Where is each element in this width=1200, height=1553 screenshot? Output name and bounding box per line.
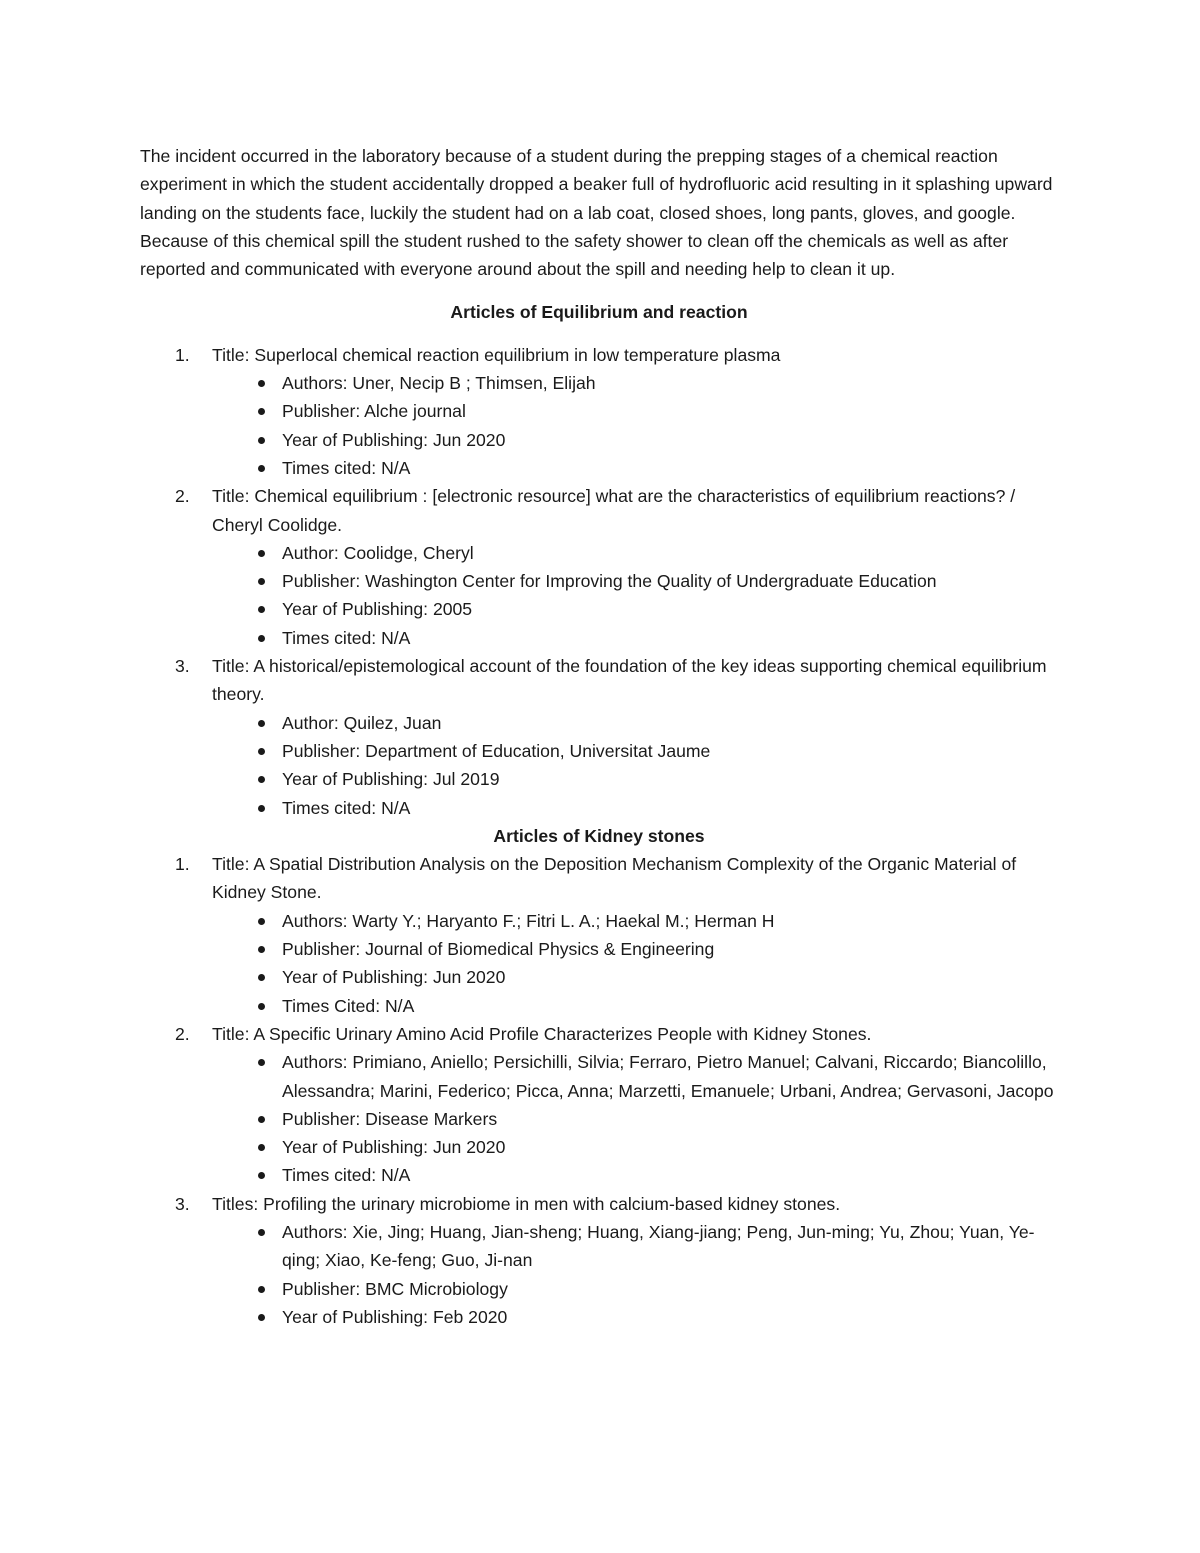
- article-details: [212, 1218, 1064, 1331]
- bullet-icon: [258, 1059, 265, 1066]
- intro-paragraph: The incident occurred in the laboratory because of a student during the prepping stages of a chemical reaction experiment in which the student accidentally dropped a beaker full of hydrofluoric acid resulting in it splashing upward landing on the students face, luckily the student had on a lab coat, closed shoes, long pants, gloves, and google. Because of this chemical spill the student rushed to the safety shower to clean off the chemicals as well as after reported and communicated with everyone around about the spill and needing help to clean it up.: [140, 146, 1053, 280]
- detail-text: Authors: Uner, Necip B ; Thimsen, Elijah: [282, 373, 596, 394]
- article-title: Titles: Profiling the urinary microbiome in men with calcium-based kidney stones.: [212, 1193, 841, 1214]
- detail-text: Author: Quilez, Juan: [282, 712, 442, 733]
- bullet-icon: [258, 720, 265, 727]
- bullet-icon: [258, 1314, 265, 1321]
- detail-item: [212, 567, 1064, 595]
- article-item: [140, 1020, 1064, 1190]
- detail-text: Authors: Xie, Jing; Huang, Jian-sheng; Huang, Xiang-jiang; Peng, Jun-ming; Yu, Zhou; Yuan, Ye-qing; Xiao, Ke-feng; Guo, Ji-nan: [282, 1221, 1035, 1271]
- bullet-icon: [258, 946, 265, 953]
- detail-item: [212, 1133, 1064, 1161]
- bullet-icon: [258, 437, 265, 444]
- detail-text: Publisher: Disease Markers: [282, 1108, 498, 1129]
- bullet-icon: [258, 974, 265, 981]
- detail-text: Times cited: N/A: [282, 627, 411, 648]
- bullet-icon: [258, 606, 265, 613]
- bullet-icon: [258, 1172, 265, 1179]
- detail-item: [212, 539, 1064, 567]
- detail-item: [212, 907, 1064, 935]
- detail-text: Times cited: N/A: [282, 797, 411, 818]
- detail-text: Year of Publishing: Jun 2020: [282, 429, 506, 450]
- article-item: [140, 482, 1064, 652]
- detail-item: [212, 1303, 1064, 1331]
- detail-item: [212, 1161, 1064, 1189]
- detail-text: Authors: Primiano, Aniello; Persichilli, Silvia; Ferraro, Pietro Manuel; Calvani, Riccardo; Biancolillo, Alessandra; Marini, Federico; Picca, Anna; Marzetti, Emanuele; Urbani, Andrea; Gervasoni, Jacopo: [282, 1052, 1054, 1101]
- article-title: Title: Chemical equilibrium : [electronic resource] what are the characteristics of equilibrium reactions? / Cheryl Coolidge.: [212, 486, 1016, 535]
- article-list: [140, 850, 1064, 1331]
- article-item: [140, 1190, 1064, 1331]
- detail-item: [212, 454, 1064, 482]
- detail-item: [212, 765, 1064, 793]
- section-kidney-stones: [140, 822, 1064, 1331]
- detail-text: Year of Publishing: Feb 2020: [282, 1306, 508, 1327]
- detail-text: Publisher: Journal of Biomedical Physics & Engineering: [282, 939, 715, 960]
- section-heading: Articles of Kidney stones: [493, 825, 705, 846]
- bullet-icon: [258, 918, 265, 925]
- detail-text: Times cited: N/A: [282, 457, 411, 478]
- section-equilibrium: [140, 298, 1064, 821]
- detail-text: Year of Publishing: Jul 2019: [282, 769, 500, 790]
- bullet-icon: [258, 1229, 265, 1236]
- detail-text: Times Cited: N/A: [282, 995, 415, 1016]
- article-item: [140, 652, 1064, 822]
- article-item: [140, 850, 1064, 1020]
- detail-text: Publisher: Department of Education, Universitat Jaume: [282, 740, 711, 761]
- bullet-icon: [258, 776, 265, 783]
- article-number: 3.: [175, 656, 190, 677]
- article-details: [212, 369, 1064, 482]
- detail-item: [212, 963, 1064, 991]
- article-title: Title: A Specific Urinary Amino Acid Profile Characterizes People with Kidney Stones.: [212, 1023, 872, 1044]
- document-content: [140, 142, 1064, 1331]
- article-list: [140, 341, 1064, 822]
- detail-text: Publisher: Washington Center for Improving the Quality of Undergraduate Education: [282, 571, 937, 592]
- detail-text: Publisher: BMC Microbiology: [282, 1278, 508, 1299]
- detail-text: Publisher: Alche journal: [282, 401, 466, 422]
- detail-item: [212, 1275, 1064, 1303]
- article-number: 2.: [175, 1023, 190, 1044]
- article-title: Title: Superlocal chemical reaction equilibrium in low temperature plasma: [212, 344, 781, 365]
- article-details: [212, 539, 1064, 652]
- bullet-icon: [258, 1144, 265, 1151]
- bullet-icon: [258, 408, 265, 415]
- detail-item: [212, 397, 1064, 425]
- detail-item: [212, 1218, 1064, 1275]
- article-details: [212, 1048, 1064, 1189]
- detail-text: Author: Coolidge, Cheryl: [282, 542, 474, 563]
- section-heading: Articles of Equilibrium and reaction: [450, 302, 748, 323]
- detail-item: [212, 595, 1064, 623]
- detail-item: [212, 369, 1064, 397]
- detail-text: Year of Publishing: Jun 2020: [282, 1137, 506, 1158]
- article-details: [212, 907, 1064, 1020]
- article-item: [140, 341, 1064, 482]
- detail-text: Authors: Warty Y.; Haryanto F.; Fitri L. A.; Haekal M.; Herman H: [282, 910, 775, 931]
- article-number: 3.: [175, 1193, 190, 1214]
- bullet-icon: [258, 550, 265, 557]
- detail-item: [212, 624, 1064, 652]
- bullet-icon: [258, 1286, 265, 1293]
- article-title: Title: A historical/epistemological account of the foundation of the key ideas supporting chemical equilibrium theory.: [212, 656, 1047, 705]
- article-details: [212, 709, 1064, 822]
- bullet-icon: [258, 635, 265, 642]
- bullet-icon: [258, 578, 265, 585]
- article-number: 2.: [175, 486, 190, 507]
- detail-item: [212, 1048, 1064, 1105]
- detail-text: Year of Publishing: 2005: [282, 599, 473, 620]
- detail-text: Year of Publishing: Jun 2020: [282, 967, 506, 988]
- bullet-icon: [258, 748, 265, 755]
- detail-item: [212, 794, 1064, 822]
- detail-item: [212, 737, 1064, 765]
- detail-item: [212, 709, 1064, 737]
- article-number: 1.: [175, 854, 190, 875]
- article-title: Title: A Spatial Distribution Analysis on the Deposition Mechanism Complexity of the Organic Material of Kidney Stone.: [212, 854, 1017, 903]
- article-number: 1.: [175, 344, 190, 365]
- detail-item: [212, 1105, 1064, 1133]
- bullet-icon: [258, 1116, 265, 1123]
- detail-item: [212, 992, 1064, 1020]
- bullet-icon: [258, 465, 265, 472]
- detail-item: [212, 426, 1064, 454]
- detail-text: Times cited: N/A: [282, 1165, 411, 1186]
- detail-item: [212, 935, 1064, 963]
- bullet-icon: [258, 805, 265, 812]
- bullet-icon: [258, 380, 265, 387]
- bullet-icon: [258, 1003, 265, 1010]
